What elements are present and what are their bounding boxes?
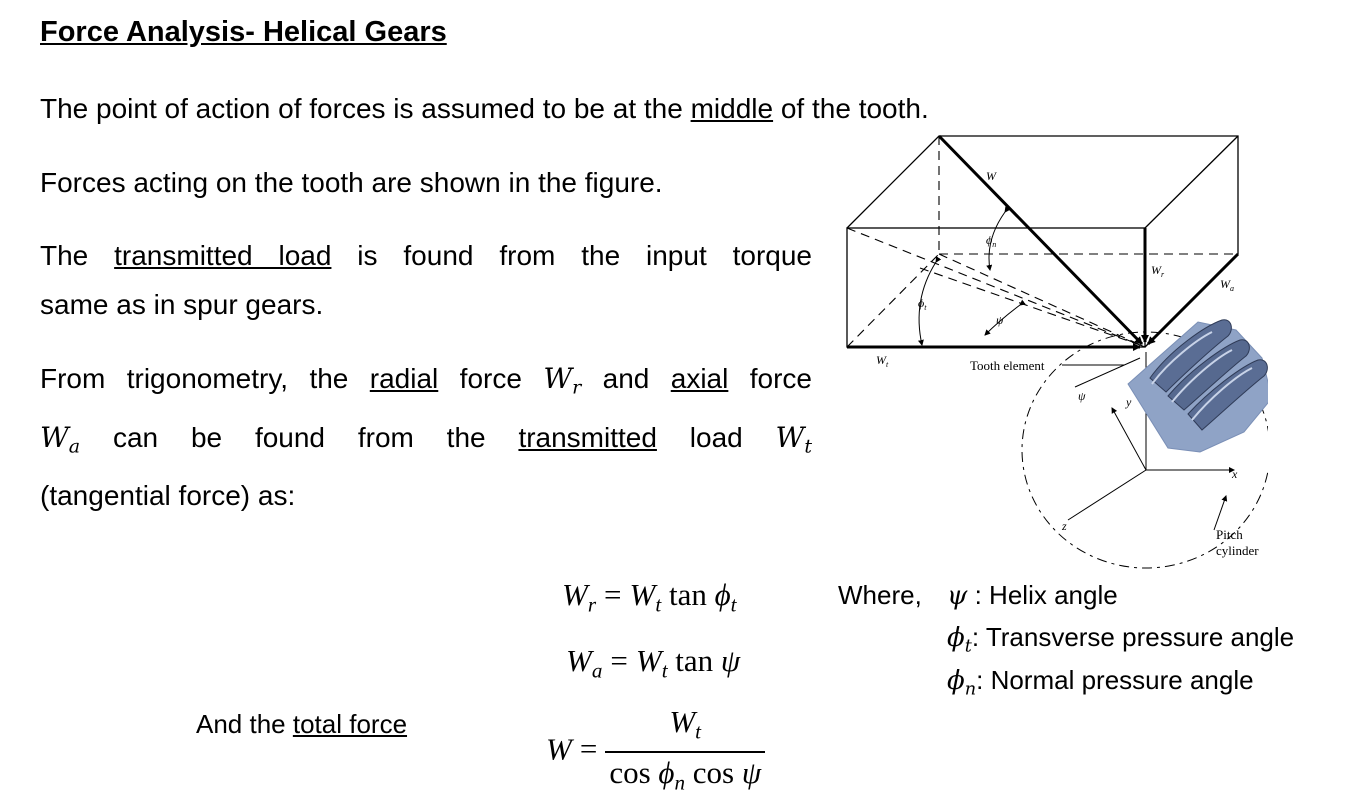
paragraph-transmitted-load — [40, 231, 812, 329]
text: force — [438, 363, 544, 394]
text: The — [40, 240, 115, 271]
line — [40, 231, 812, 280]
line: same as in spur gears. — [40, 289, 324, 320]
term-total-force: total force — [292, 709, 408, 739]
label-psi-2: ψ — [1078, 389, 1086, 403]
definition-transverse-pressure-angle: $\phi_t$: Transverse pressure angle — [947, 622, 1295, 657]
term-transmitted-load: transmitted load — [114, 240, 332, 271]
label-wt: $W_t$ — [876, 353, 889, 369]
label-wa: $W_a$ — [1220, 277, 1234, 293]
line — [40, 354, 812, 413]
force-vectors — [847, 136, 1238, 347]
text: The point of action of forces is assumed to be at the — [40, 93, 691, 124]
paragraph-forces: Forces acting on the tooth are shown in the figure. — [40, 167, 663, 198]
term-radial: radial — [369, 363, 439, 394]
line — [40, 413, 812, 472]
symbol-wa: $W_a$ — [40, 420, 81, 458]
vector-w — [939, 136, 1142, 344]
label-w: W — [986, 169, 996, 183]
label-x: x — [1232, 467, 1238, 481]
paragraph-trigonometry — [40, 354, 812, 520]
label-psi: ψ — [996, 313, 1004, 327]
symbol-wt: $W_t$ — [775, 420, 812, 458]
equation-total-force: W = $\frac{W_t}{\cos \phi_n \cos \psi}$ — [546, 702, 765, 803]
equation-radial-force: $W_r = W_t$ $\tan \phi_t$ — [562, 577, 737, 617]
text: of the tooth. — [773, 93, 929, 124]
denominator: $\cos \phi_n$ cos ψ — [609, 755, 762, 795]
label-cylinder: cylinder — [1216, 543, 1259, 558]
angle-arcs — [919, 212, 1020, 345]
label-tooth-element: Tooth element — [970, 358, 1045, 373]
total-force-label — [196, 709, 407, 740]
where-label: Where, — [838, 580, 922, 610]
text: can be found from the — [80, 421, 519, 453]
paragraph-point-of-action — [40, 84, 929, 133]
text: load — [656, 421, 776, 453]
definition-helix-angle: ψ : Helix angle — [947, 580, 1118, 611]
label-z: z — [1062, 519, 1067, 533]
page-title: Force Analysis- Helical Gears — [40, 16, 447, 48]
equation-axial-force: $W_a = W_t$ tan ψ — [566, 643, 741, 683]
gear-tooth-element — [1128, 320, 1268, 452]
text: And the — [196, 709, 293, 739]
line: (tangential force) as: — [40, 480, 296, 512]
symbol-wr: $W_r$ — [543, 362, 582, 399]
label-phi-t: $\phi_t$ — [918, 296, 927, 312]
label-wr: $W_r$ — [1151, 263, 1165, 279]
label-y: y — [1126, 395, 1132, 409]
text: is found from the input torque — [331, 240, 812, 271]
helical-gear-force-diagram — [838, 130, 1268, 570]
label-pitch: Pitch — [1216, 527, 1243, 542]
term-middle: middle — [690, 93, 774, 124]
fraction — [605, 702, 765, 803]
text: From trigonometry, the — [40, 363, 370, 394]
text: and — [581, 363, 671, 394]
numerator: $W_t$ — [605, 702, 765, 753]
definition-normal-pressure-angle: $\phi_n$: Normal pressure angle — [947, 665, 1254, 700]
text: force — [728, 363, 812, 394]
term-axial: axial — [670, 363, 729, 394]
term-transmitted: transmitted — [518, 421, 657, 453]
label-phi-n: $\phi_n$ — [986, 233, 997, 249]
